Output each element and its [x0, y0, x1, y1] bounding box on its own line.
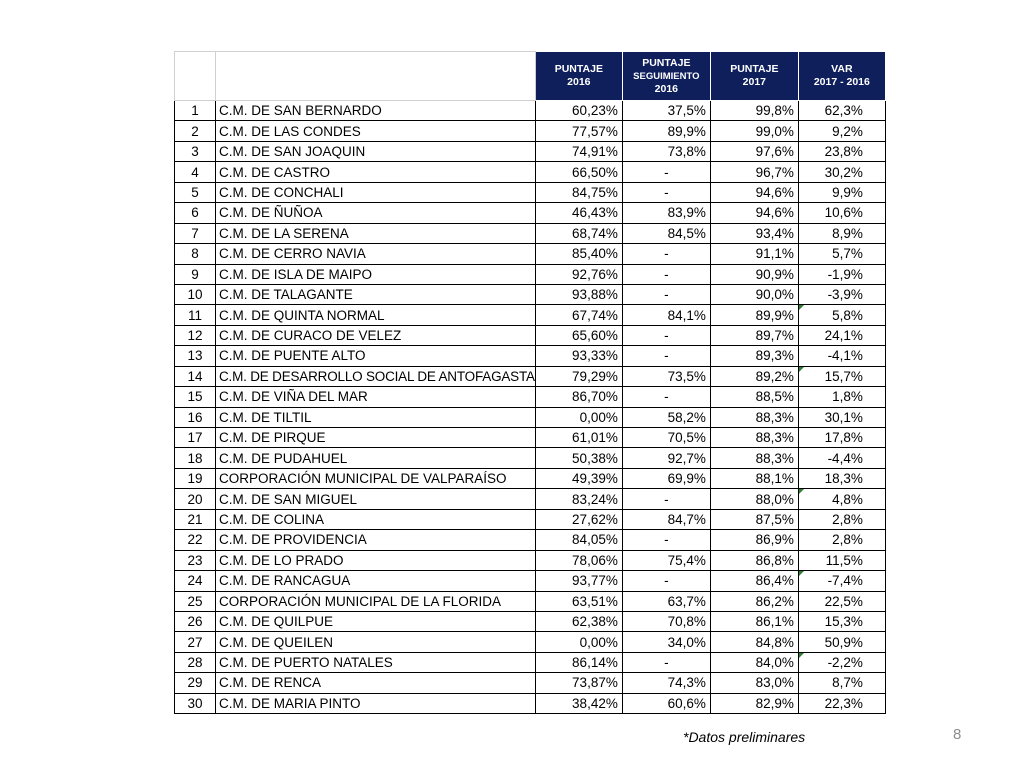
puntaje-2017: 88,3%	[710, 428, 798, 448]
institution-name: C.M. DE DESARROLLO SOCIAL DE ANTOFAGASTA	[216, 366, 536, 386]
header-row	[175, 52, 886, 101]
puntaje-2016: 77,57%	[535, 121, 622, 141]
puntaje-seguimiento-2016: 60,6%	[622, 693, 710, 713]
variation: -2,2%	[798, 652, 885, 672]
puntaje-2017: 82,9%	[710, 693, 798, 713]
variation: 22,5%	[798, 591, 885, 611]
puntaje-2016: 0,00%	[535, 632, 622, 652]
puntaje-2017: 89,9%	[710, 305, 798, 325]
row-number: 5	[175, 182, 216, 202]
puntaje-2016: 79,29%	[535, 366, 622, 386]
puntaje-2016: 0,00%	[535, 407, 622, 427]
row-number: 23	[175, 550, 216, 570]
table-row	[175, 448, 886, 468]
institution-name: C.M. DE SAN BERNARDO	[216, 101, 536, 121]
puntaje-seguimiento-2016: -	[622, 244, 710, 264]
table-row	[175, 571, 886, 591]
table-body	[175, 101, 886, 714]
table-row	[175, 468, 886, 488]
row-number: 24	[175, 571, 216, 591]
puntaje-2017: 88,0%	[710, 489, 798, 509]
institution-name: C.M. DE CURACO DE VELEZ	[216, 325, 536, 345]
table-row	[175, 550, 886, 570]
table-row	[175, 244, 886, 264]
table-row	[175, 673, 886, 693]
puntaje-2016: 92,76%	[535, 264, 622, 284]
institution-name: C.M. DE COLINA	[216, 509, 536, 529]
puntaje-2017: 99,0%	[710, 121, 798, 141]
header-puntaje-seguimiento-2016: PUNTAJE SEGUIMIENTO 2016	[622, 52, 710, 101]
institution-name: C.M. DE TALAGANTE	[216, 284, 536, 304]
row-number: 25	[175, 591, 216, 611]
puntaje-seguimiento-2016: -	[622, 264, 710, 284]
table-row	[175, 284, 886, 304]
puntaje-2017: 88,3%	[710, 448, 798, 468]
puntaje-2016: 66,50%	[535, 162, 622, 182]
puntaje-2016: 78,06%	[535, 550, 622, 570]
table-row	[175, 591, 886, 611]
puntaje-2017: 88,3%	[710, 407, 798, 427]
row-number: 17	[175, 428, 216, 448]
institution-name: C.M. DE PUERTO NATALES	[216, 652, 536, 672]
puntaje-2017: 94,6%	[710, 182, 798, 202]
puntaje-2016: 85,40%	[535, 244, 622, 264]
variation: 11,5%	[798, 550, 885, 570]
institution-name: C.M. DE PUDAHUEL	[216, 448, 536, 468]
institution-name: C.M. DE MARIA PINTO	[216, 693, 536, 713]
variation: 22,3%	[798, 693, 885, 713]
variation: -4,4%	[798, 448, 885, 468]
puntaje-2016: 50,38%	[535, 448, 622, 468]
comment-marker-icon	[799, 571, 804, 576]
puntaje-2017: 93,4%	[710, 223, 798, 243]
puntaje-2016: 84,05%	[535, 530, 622, 550]
institution-name: C.M. DE RENCA	[216, 673, 536, 693]
row-number: 20	[175, 489, 216, 509]
institution-name: C.M. DE TILTIL	[216, 407, 536, 427]
puntaje-2016: 61,01%	[535, 428, 622, 448]
puntaje-seguimiento-2016: -	[622, 284, 710, 304]
row-number: 6	[175, 203, 216, 223]
puntaje-seguimiento-2016: 58,2%	[622, 407, 710, 427]
puntaje-seguimiento-2016: 83,9%	[622, 203, 710, 223]
table-row	[175, 121, 886, 141]
table-row	[175, 162, 886, 182]
institution-name: C.M. DE CONCHALI	[216, 182, 536, 202]
puntaje-seguimiento-2016: 34,0%	[622, 632, 710, 652]
puntaje-2016: 68,74%	[535, 223, 622, 243]
puntaje-2017: 84,0%	[710, 652, 798, 672]
variation: 62,3%	[798, 101, 885, 121]
puntaje-2016: 73,87%	[535, 673, 622, 693]
puntaje-seguimiento-2016: 73,8%	[622, 141, 710, 161]
puntaje-seguimiento-2016: -	[622, 489, 710, 509]
puntaje-seguimiento-2016: 75,4%	[622, 550, 710, 570]
puntaje-2017: 88,1%	[710, 468, 798, 488]
row-number: 30	[175, 693, 216, 713]
puntaje-2017: 91,1%	[710, 244, 798, 264]
puntaje-seguimiento-2016: -	[622, 182, 710, 202]
row-number: 19	[175, 468, 216, 488]
puntaje-seguimiento-2016: 84,5%	[622, 223, 710, 243]
institution-name: C.M. DE QUINTA NORMAL	[216, 305, 536, 325]
table-row	[175, 305, 886, 325]
variation: 30,2%	[798, 162, 885, 182]
variation: 24,1%	[798, 325, 885, 345]
table-row	[175, 223, 886, 243]
variation: -1,9%	[798, 264, 885, 284]
puntaje-seguimiento-2016: 70,5%	[622, 428, 710, 448]
header-puntaje-2017: PUNTAJE 2017	[710, 52, 798, 101]
variation: 18,3%	[798, 468, 885, 488]
table-row	[175, 652, 886, 672]
institution-name: C.M. DE CERRO NAVIA	[216, 244, 536, 264]
table-row	[175, 141, 886, 161]
puntaje-2017: 90,9%	[710, 264, 798, 284]
variation: 8,7%	[798, 673, 885, 693]
institution-name: C.M. DE VIÑA DEL MAR	[216, 387, 536, 407]
table-row	[175, 530, 886, 550]
ranking-table	[174, 51, 886, 714]
row-number: 11	[175, 305, 216, 325]
page-number: 8	[953, 726, 962, 743]
table-row	[175, 346, 886, 366]
institution-name: C.M. DE QUILPUE	[216, 611, 536, 631]
variation: 10,6%	[798, 203, 885, 223]
puntaje-seguimiento-2016: 84,1%	[622, 305, 710, 325]
puntaje-seguimiento-2016: 92,7%	[622, 448, 710, 468]
variation: 2,8%	[798, 530, 885, 550]
institution-name: C.M. DE LAS CONDES	[216, 121, 536, 141]
variation: 5,8%	[798, 305, 885, 325]
puntaje-seguimiento-2016: 73,5%	[622, 366, 710, 386]
puntaje-2017: 86,4%	[710, 571, 798, 591]
puntaje-2016: 46,43%	[535, 203, 622, 223]
variation: -3,9%	[798, 284, 885, 304]
variation: -7,4%	[798, 571, 885, 591]
variation: 5,7%	[798, 244, 885, 264]
puntaje-2017: 88,5%	[710, 387, 798, 407]
puntaje-seguimiento-2016: -	[622, 346, 710, 366]
institution-name: C.M. DE LA SERENA	[216, 223, 536, 243]
row-number: 10	[175, 284, 216, 304]
puntaje-2016: 49,39%	[535, 468, 622, 488]
institution-name: C.M. DE QUEILEN	[216, 632, 536, 652]
institution-name: C.M. DE RANCAGUA	[216, 571, 536, 591]
header-blank-name	[216, 52, 536, 101]
institution-name: CORPORACIÓN MUNICIPAL DE LA FLORIDA	[216, 591, 536, 611]
table-row	[175, 509, 886, 529]
table-row	[175, 632, 886, 652]
puntaje-2016: 65,60%	[535, 325, 622, 345]
table-row	[175, 264, 886, 284]
puntaje-2016: 27,62%	[535, 509, 622, 529]
puntaje-2016: 60,23%	[535, 101, 622, 121]
puntaje-seguimiento-2016: -	[622, 162, 710, 182]
row-number: 8	[175, 244, 216, 264]
row-number: 2	[175, 121, 216, 141]
puntaje-2017: 86,2%	[710, 591, 798, 611]
row-number: 28	[175, 652, 216, 672]
institution-name: C.M. DE ISLA DE MAIPO	[216, 264, 536, 284]
variation: 9,9%	[798, 182, 885, 202]
puntaje-seguimiento-2016: -	[622, 387, 710, 407]
puntaje-2017: 97,6%	[710, 141, 798, 161]
puntaje-2016: 74,91%	[535, 141, 622, 161]
variation: 4,8%	[798, 489, 885, 509]
puntaje-2017: 84,8%	[710, 632, 798, 652]
puntaje-2017: 89,7%	[710, 325, 798, 345]
variation: -4,1%	[798, 346, 885, 366]
institution-name: C.M. DE SAN JOAQUIN	[216, 141, 536, 161]
puntaje-2017: 86,9%	[710, 530, 798, 550]
footnote: *Datos preliminares	[683, 729, 806, 745]
row-number: 13	[175, 346, 216, 366]
row-number: 21	[175, 509, 216, 529]
row-number: 7	[175, 223, 216, 243]
institution-name: C.M. DE PROVIDENCIA	[216, 530, 536, 550]
row-number: 3	[175, 141, 216, 161]
row-number: 1	[175, 101, 216, 121]
table-row	[175, 366, 886, 386]
puntaje-2016: 38,42%	[535, 693, 622, 713]
comment-marker-icon	[799, 367, 804, 372]
table-row	[175, 101, 886, 121]
table-row	[175, 611, 886, 631]
table-row	[175, 325, 886, 345]
puntaje-seguimiento-2016: -	[622, 652, 710, 672]
row-number: 27	[175, 632, 216, 652]
variation: 30,1%	[798, 407, 885, 427]
puntaje-seguimiento-2016: 84,7%	[622, 509, 710, 529]
variation: 8,9%	[798, 223, 885, 243]
puntaje-2017: 90,0%	[710, 284, 798, 304]
table-row	[175, 407, 886, 427]
comment-marker-icon	[799, 305, 804, 310]
row-number: 12	[175, 325, 216, 345]
table-row	[175, 203, 886, 223]
puntaje-seguimiento-2016: -	[622, 530, 710, 550]
institution-name: C.M. DE PIRQUE	[216, 428, 536, 448]
variation: 2,8%	[798, 509, 885, 529]
institution-name: C.M. DE LO PRADO	[216, 550, 536, 570]
puntaje-2016: 83,24%	[535, 489, 622, 509]
institution-name: C.M. DE ÑUÑOA	[216, 203, 536, 223]
variation: 15,3%	[798, 611, 885, 631]
variation: 23,8%	[798, 141, 885, 161]
row-number: 14	[175, 366, 216, 386]
row-number: 29	[175, 673, 216, 693]
puntaje-2016: 93,33%	[535, 346, 622, 366]
table-row	[175, 387, 886, 407]
institution-name: C.M. DE CASTRO	[216, 162, 536, 182]
puntaje-2016: 63,51%	[535, 591, 622, 611]
header-puntaje-2016: PUNTAJE 2016	[535, 52, 622, 101]
comment-marker-icon	[799, 653, 804, 658]
puntaje-2017: 89,2%	[710, 366, 798, 386]
puntaje-2017: 86,1%	[710, 611, 798, 631]
institution-name: CORPORACIÓN MUNICIPAL DE VALPARAÍSO	[216, 468, 536, 488]
variation: 1,8%	[798, 387, 885, 407]
puntaje-2017: 89,3%	[710, 346, 798, 366]
row-number: 18	[175, 448, 216, 468]
table-row	[175, 693, 886, 713]
puntaje-2016: 67,74%	[535, 305, 622, 325]
table-row	[175, 182, 886, 202]
puntaje-2017: 94,6%	[710, 203, 798, 223]
institution-name: C.M. DE SAN MIGUEL	[216, 489, 536, 509]
puntaje-2016: 93,88%	[535, 284, 622, 304]
puntaje-seguimiento-2016: -	[622, 571, 710, 591]
row-number: 22	[175, 530, 216, 550]
header-var-2017-2016: VAR 2017 - 2016	[798, 52, 885, 101]
puntaje-seguimiento-2016: 69,9%	[622, 468, 710, 488]
comment-marker-icon	[799, 489, 804, 494]
row-number: 26	[175, 611, 216, 631]
table-row	[175, 489, 886, 509]
puntaje-2016: 93,77%	[535, 571, 622, 591]
variation: 15,7%	[798, 366, 885, 386]
puntaje-2016: 86,70%	[535, 387, 622, 407]
puntaje-seguimiento-2016: 89,9%	[622, 121, 710, 141]
header-blank-number	[175, 52, 216, 101]
puntaje-2017: 96,7%	[710, 162, 798, 182]
row-number: 16	[175, 407, 216, 427]
puntaje-seguimiento-2016: 37,5%	[622, 101, 710, 121]
puntaje-seguimiento-2016: -	[622, 325, 710, 345]
puntaje-seguimiento-2016: 63,7%	[622, 591, 710, 611]
row-number: 4	[175, 162, 216, 182]
variation: 9,2%	[798, 121, 885, 141]
puntaje-seguimiento-2016: 74,3%	[622, 673, 710, 693]
puntaje-2017: 86,8%	[710, 550, 798, 570]
puntaje-2017: 87,5%	[710, 509, 798, 529]
puntaje-2016: 62,38%	[535, 611, 622, 631]
institution-name: C.M. DE PUENTE ALTO	[216, 346, 536, 366]
puntaje-seguimiento-2016: 70,8%	[622, 611, 710, 631]
row-number: 15	[175, 387, 216, 407]
puntaje-2016: 86,14%	[535, 652, 622, 672]
row-number: 9	[175, 264, 216, 284]
table-row	[175, 428, 886, 448]
puntaje-2017: 83,0%	[710, 673, 798, 693]
variation: 50,9%	[798, 632, 885, 652]
variation: 17,8%	[798, 428, 885, 448]
puntaje-2017: 99,8%	[710, 101, 798, 121]
puntaje-2016: 84,75%	[535, 182, 622, 202]
